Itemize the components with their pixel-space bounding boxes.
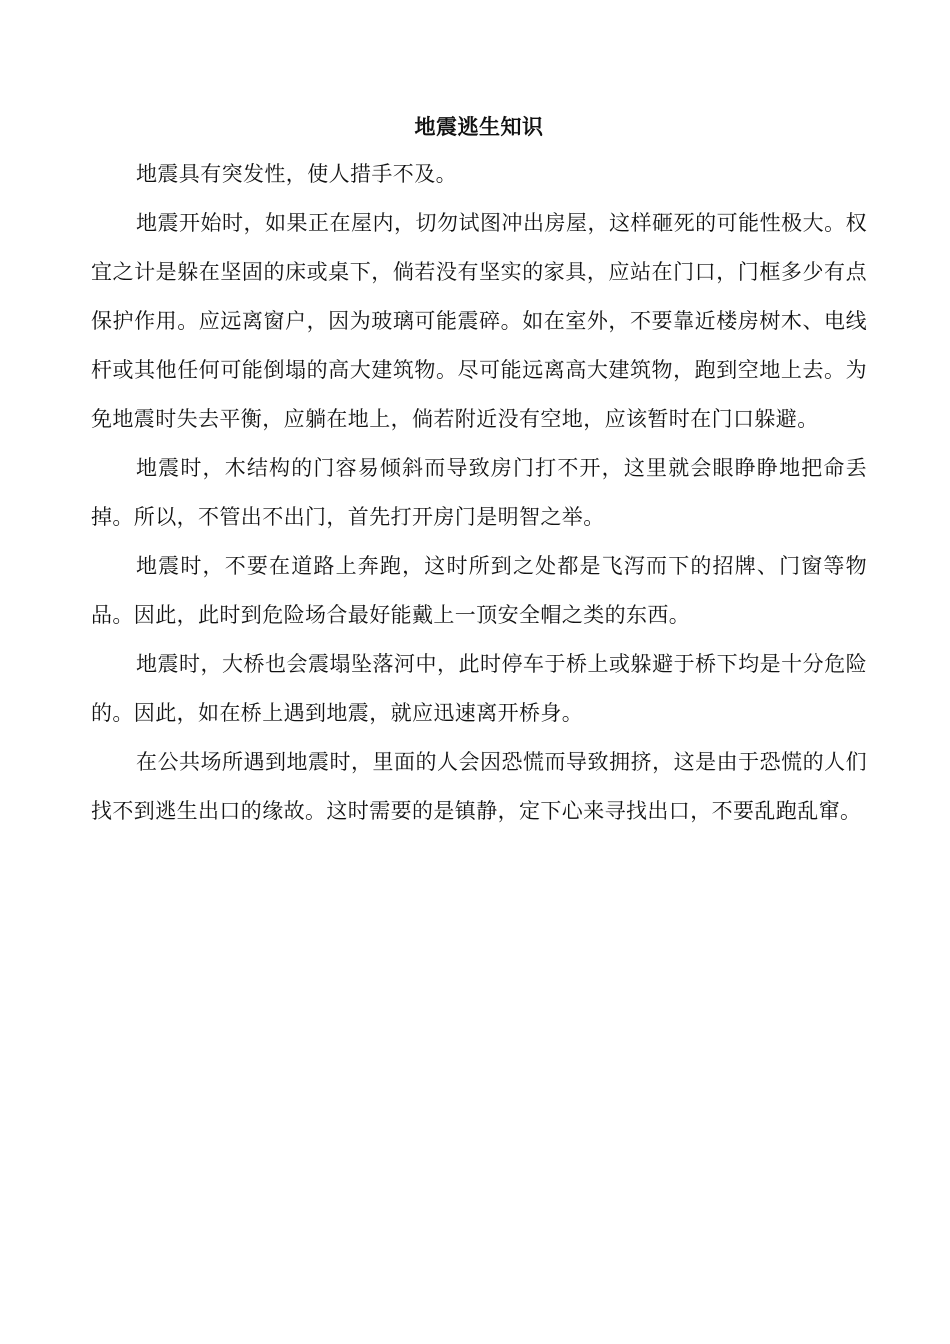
paragraph-intro: 地震具有突发性，使人措手不及。 xyxy=(136,162,457,186)
paragraph-bridge: 地震时，大桥也会震塌坠落河中，此时停车于桥上或躲避于桥下均是十分危险的。因此，如在桥上遇到地震，就应迅速离开桥身。 xyxy=(91,652,867,725)
paragraph-open-door: 地震时，木结构的门容易倾斜而导致房门打不开，这里就会眼睁睁地把命丢掉。所以，不管出不出门，首先打开房门是明智之举。 xyxy=(91,456,867,529)
paragraph-public-place: 在公共场所遇到地震时，里面的人会因恐慌而导致拥挤，这是由于恐慌的人们找不到逃生出口的缘故。这时需要的是镇静，定下心来寻找出口，不要乱跑乱窜。 xyxy=(91,750,867,823)
document-body xyxy=(91,108,867,836)
paragraph-indoor-outdoor: 地震开始时，如果正在屋内，切勿试图冲出房屋，这样砸死的可能性极大。权宜之计是躲在坚固的床或桌下，倘若没有坚实的家具，应站在门口，门框多少有点保护作用。应远离窗户，因为玻璃可能震碎。如在室外，不要靠近楼房树木、电线杆或其他任何可能倒塌的高大建筑物。尽可能远离高大建筑物，跑到空地上去。为免地震时失去平衡，应躺在地上，倘若附近没有空地，应该暂时在门口躲避。 xyxy=(91,211,867,431)
document-title: 地震逃生知识 xyxy=(414,114,544,139)
paragraph-road: 地震时，不要在道路上奔跑，这时所到之处都是飞泻而下的招牌、门窗等物品。因此，此时到危险场合最好能戴上一顶安全帽之类的东西。 xyxy=(91,554,867,627)
